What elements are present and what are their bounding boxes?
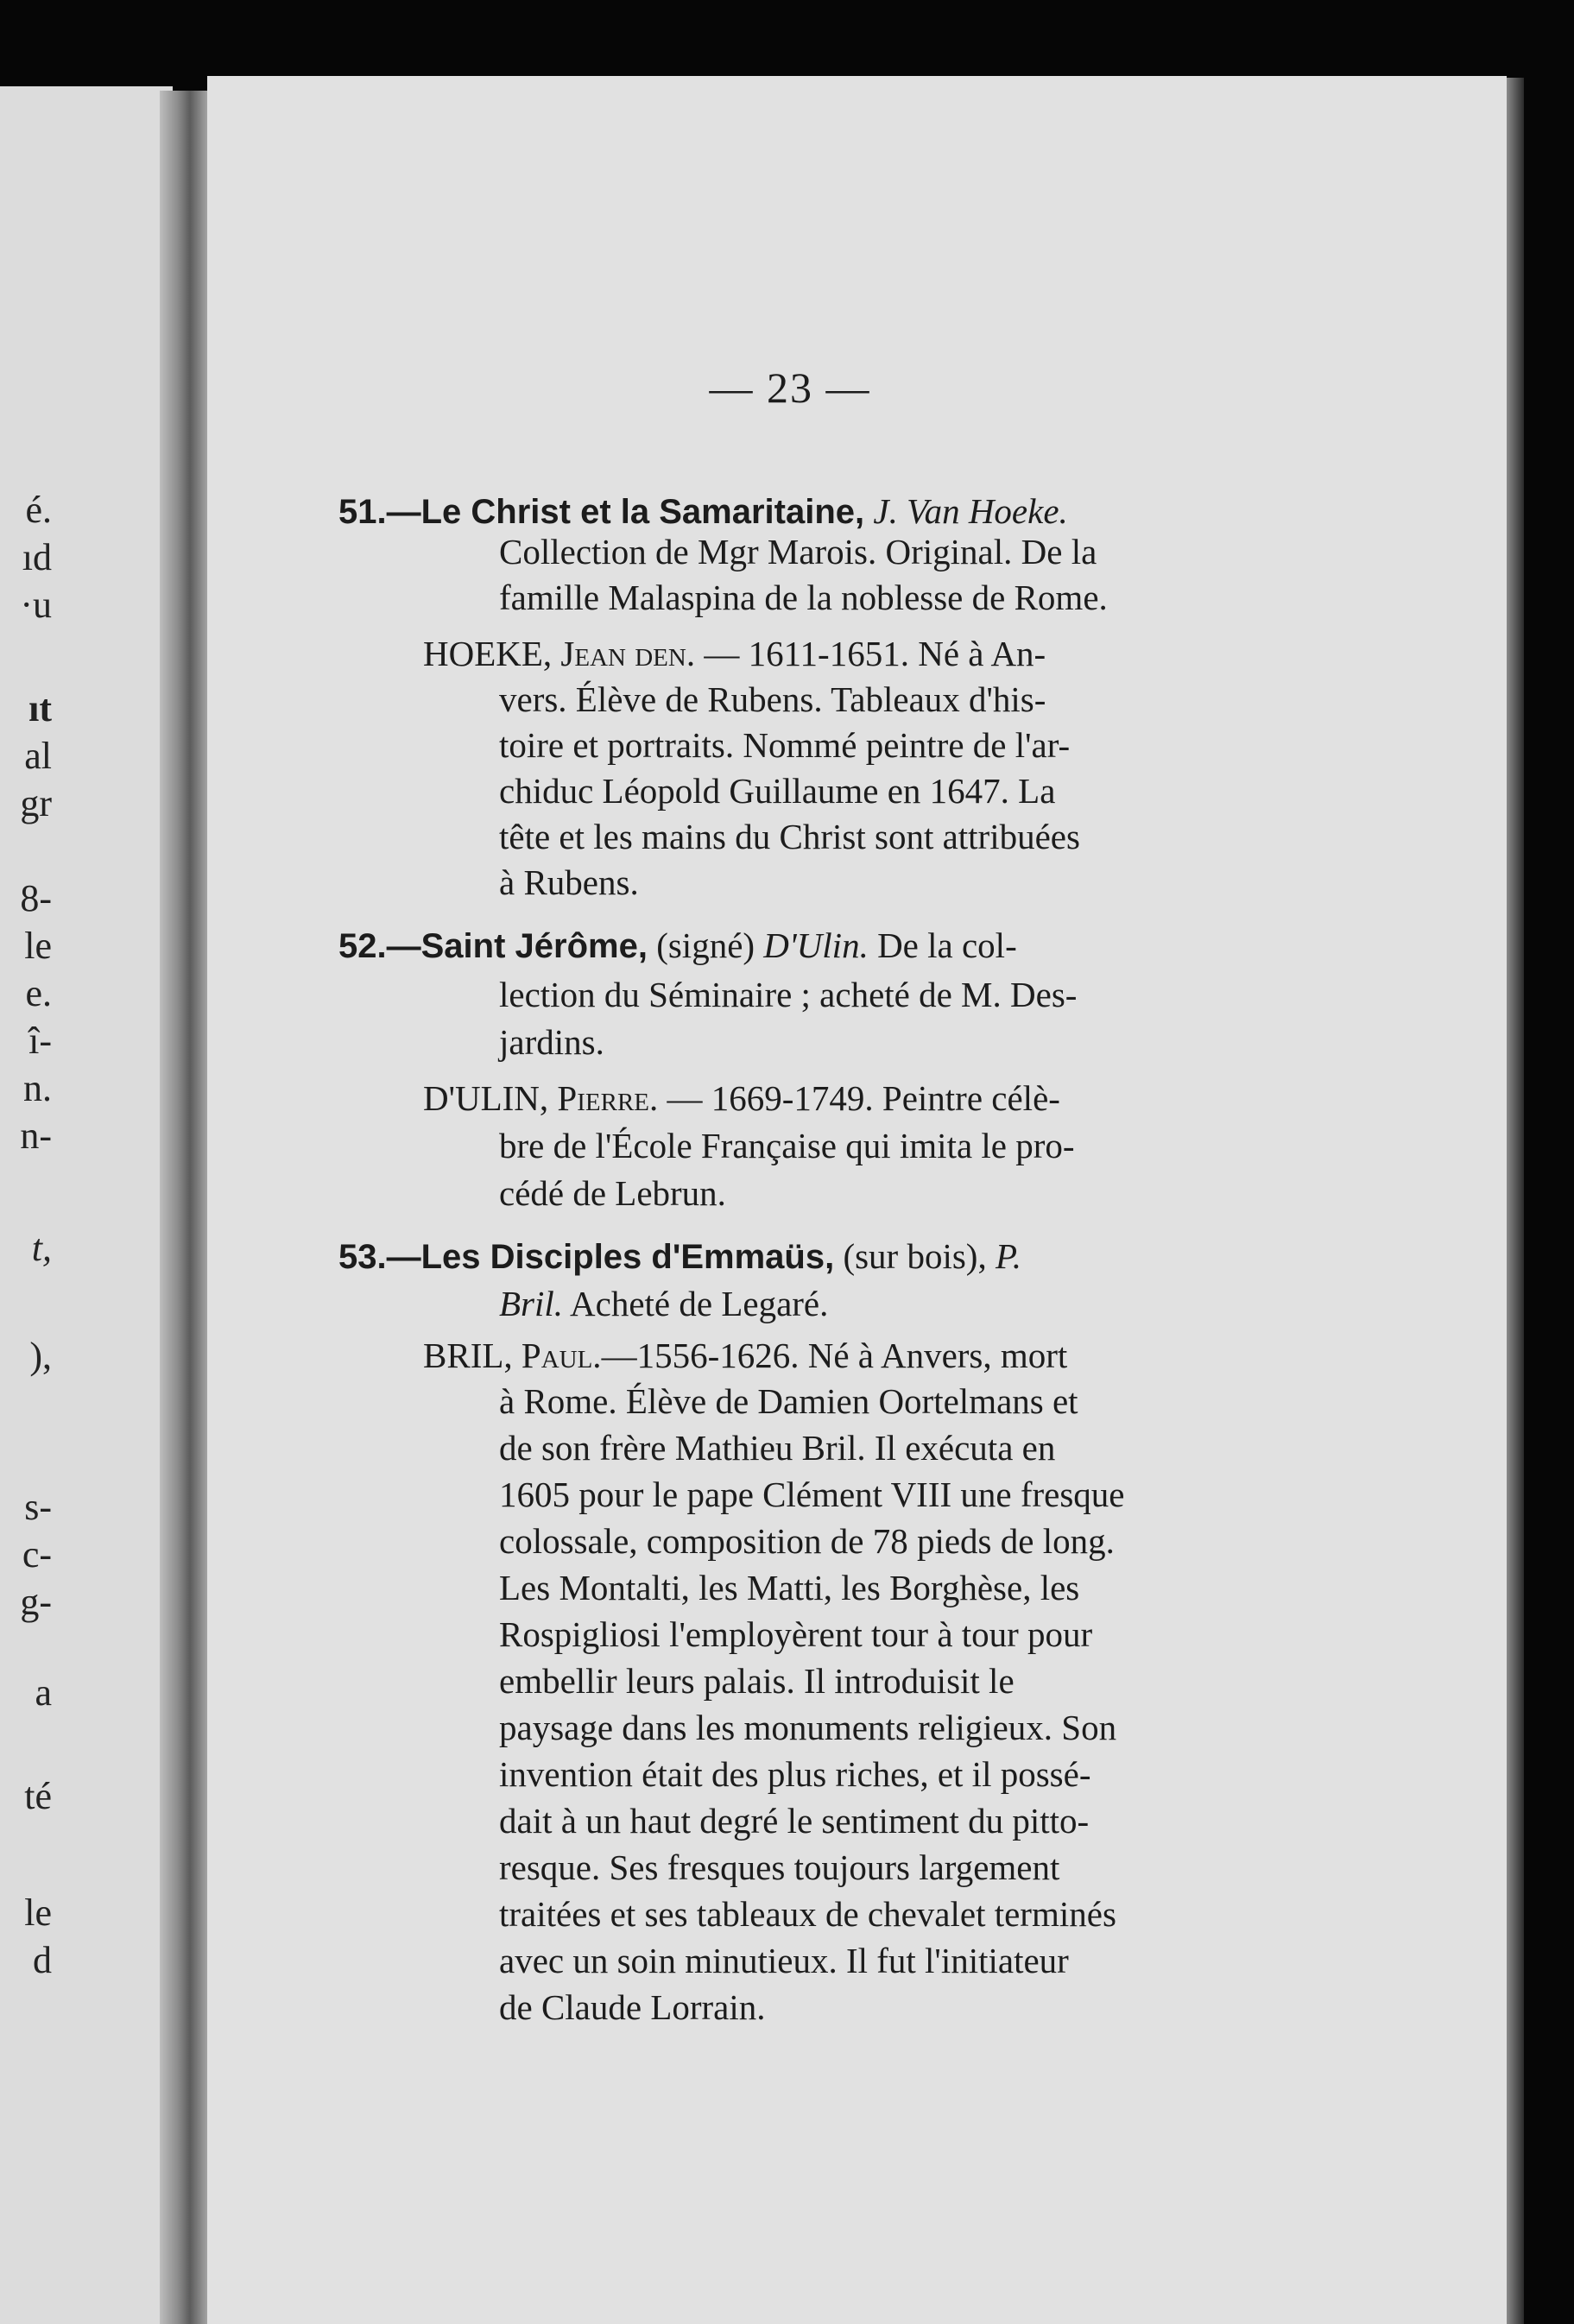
artist-bio-line: de Claude Lorrain. [499,1987,766,2027]
entry-text-cont: Acheté de Legaré. [563,1284,829,1323]
facing-page-fragment: ıd [22,536,52,578]
artist-bio-line: toire et portraits. Nommé peintre de l'ar- [499,725,1071,765]
facing-page-fragment: d [33,1939,52,1981]
artist-given-name: Jean den. [560,634,696,673]
page-number: — 23 — [709,363,871,412]
artist-bio-line: tête et les mains du Christ sont attribuées [499,817,1080,856]
facing-page-fragment: e. [25,972,52,1014]
facing-page-fragment: ), [29,1335,52,1377]
facing-page-fragment: le [24,925,52,967]
entry-number: 53.— [338,1238,421,1276]
facing-page-fragment: gr [20,782,52,824]
artist-bio-line: resque. Ses fresques toujours largement [499,1847,1060,1887]
artist-bio-line: de son frère Mathieu Bril. Il exécuta en [499,1428,1056,1468]
artist-bio-line: paysage dans les monuments religieux. Son [499,1708,1117,1747]
facing-page-fragment: n. [23,1067,52,1109]
work-title: Le Christ et la Samaritaine, [420,493,865,531]
artist-surname: BRIL, [423,1336,522,1375]
artist-bio-heading [423,1075,1060,1121]
facing-page-fragment: le [24,1891,52,1934]
work-attribution-cont: Bril. [499,1284,564,1323]
catalogue-page [207,76,1507,2324]
artist-given-name: Paul. [521,1336,602,1375]
facing-page-fragment: a [35,1671,52,1714]
artist-dates: — 1669-1749. Peintre célè- [658,1078,1060,1118]
artist-bio-line: embellir leurs palais. Il introduisit le [499,1661,1015,1701]
facing-page-fragment: ·u [20,584,52,626]
facing-page-strip [0,86,173,2324]
facing-page-fragment: î- [28,1020,52,1062]
artist-surname: D'ULIN, [423,1078,558,1118]
facing-page-fragment: ıt [28,687,52,729]
facing-page-fragment: 8- [20,877,52,919]
artist-bio-line: à Rome. Élève de Damien Oortelmans et [499,1381,1078,1421]
artist-bio-line: Rospigliosi l'employèrent tour à tour pour [499,1614,1093,1654]
work-attribution-suffix: De la col- [868,925,1017,965]
artist-bio-line: bre de l'École Française qui imita le pro- [499,1126,1075,1165]
work-title: Saint Jérôme, [420,927,648,965]
entry-text-line: Collection de Mgr Marois. Original. De la [499,532,1097,572]
artist-bio-line: cédé de Lebrun. [499,1173,726,1213]
entry-text-line [499,1280,828,1327]
artist-dates: — 1611-1651. Né à An- [695,634,1046,673]
artist-bio-line: à Rubens. [499,862,639,902]
work-attribution-prefix: (signé) [647,925,764,965]
artist-bio-line: colossale, composition de 78 pieds de long. [499,1521,1115,1561]
artist-bio-line: invention était des plus riches, et il possé- [499,1754,1091,1794]
facing-page-fragment: c- [22,1533,52,1576]
artist-given-name: Pierre. [557,1078,659,1118]
work-attribution: J. Van Hoeke. [873,491,1068,531]
entry-text-line: famille Malaspina de la noblesse de Rome. [499,578,1108,617]
work-attribution-prefix: (sur bois), [834,1236,996,1276]
page-edge-shadow [1507,78,1524,2324]
facing-page-fragment: g- [20,1581,52,1623]
facing-page-fragment: n- [20,1115,52,1157]
artist-dates: —1556-1626. Né à Anvers, mort [601,1336,1068,1375]
entry-text-line: jardins. [499,1022,604,1062]
work-attribution: D'Ulin. [763,925,869,965]
facing-page-fragment: é. [25,489,52,531]
facing-page-fragment: al [24,735,52,777]
artist-surname: HOEKE, [423,634,561,673]
artist-bio-heading [423,630,1046,677]
work-attribution: P. [995,1236,1021,1276]
entry-52-heading [338,922,1017,969]
entry-number: 52.— [338,927,421,965]
facing-page-fragment: t, [31,1227,52,1269]
facing-page-fragment: té [24,1775,52,1817]
facing-page-fragment: s- [24,1486,52,1528]
artist-bio-line: Les Montalti, les Matti, les Borghèse, les [499,1568,1080,1607]
artist-bio-line: traitées et ses tableaux de chevalet terminés [499,1894,1116,1934]
work-title: Les Disciples d'Emmaüs, [420,1238,835,1276]
entry-number: 51.— [338,493,421,531]
artist-bio-heading [423,1332,1067,1379]
artist-bio-line: vers. Élève de Rubens. Tableaux d'his- [499,679,1046,719]
entry-text-line: lection du Séminaire ; acheté de M. Des- [499,975,1078,1014]
artist-bio-line: avec un soin minutieux. Il fut l'initiateur [499,1941,1069,1980]
artist-bio-line: chiduc Léopold Guillaume en 1647. La [499,771,1056,811]
artist-bio-line: dait à un haut degré le sentiment du pitto- [499,1801,1090,1841]
entry-53-heading [338,1233,1021,1280]
artist-bio-line: 1605 pour le pape Clément VIII une fresque [499,1475,1125,1514]
